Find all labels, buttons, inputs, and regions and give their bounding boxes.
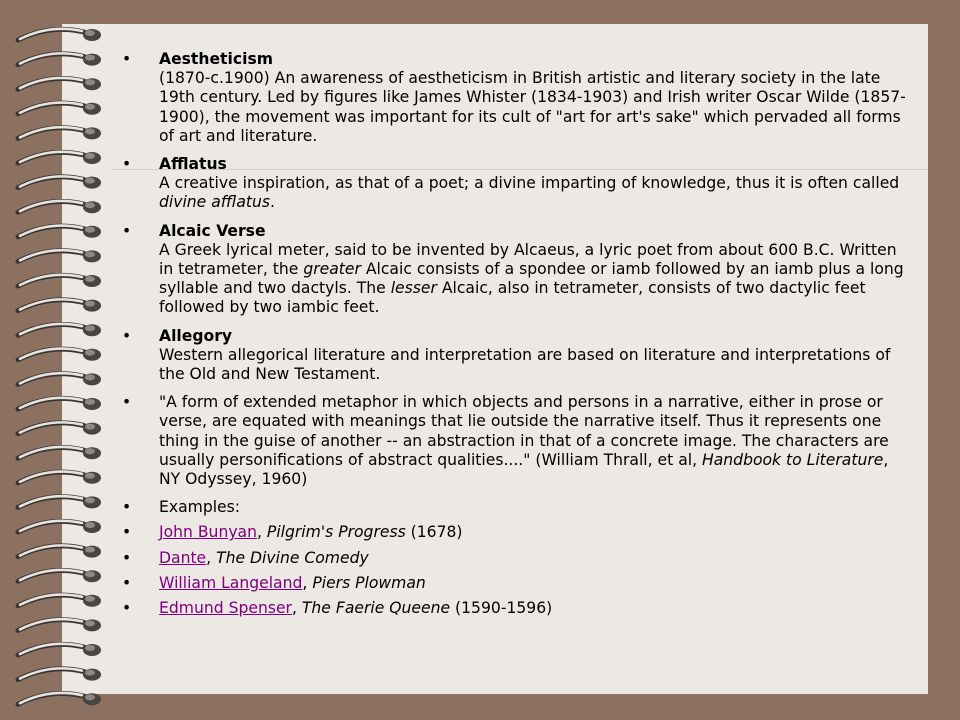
term-alcaic-verse: Alcaic Verse xyxy=(159,221,266,240)
example-item: • William Langeland, Piers Plowman xyxy=(122,573,426,592)
examples-label: Examples: xyxy=(159,498,241,517)
example-item: • John Bunyan, Pilgrim's Progress (1678) xyxy=(122,523,463,542)
definition-aestheticism: (1870-c.1900) An awareness of aestheticism in British artistic and literary society in the late 19th century. Led by figures like James Whister (1834-1903) and Irish writer Oscar Wilde (1857-1900), the movement was important for its cult of "art for art's sake" which pervaded all forms of art and literature. xyxy=(159,69,906,145)
bullet: • xyxy=(122,573,132,592)
definition-afflatus: A creative inspiration, as that of a poet; a divine imparting of knowledge, thus it is often called divine afflatus. xyxy=(159,174,900,212)
definition-alcaic-verse: A Greek lyrical meter, said to be invented by Alcaeus, a lyric poet from about 600 B.C. Written in tetrameter, the greater Alcaic consists of a spondee or iamb followed by an iamb plus a long syllable and two dactyls. The lesser Alcaic, also in tetrameter, consists of two dactylic feet followed by two iambic feet. xyxy=(159,240,904,317)
spiral-binding xyxy=(0,0,110,720)
entry-allegory xyxy=(112,327,912,385)
quote-text: "A form of extended metaphor in which objects and persons in a narrative, either in prose or verse, are equated with meanings that lie outside the narrative itself. Thus it represents one thing in the guise of another -- an abstraction in that of a concrete image. The characters are usually personifications of abstract qualities...." (William Thrall, et al, Handbook to Literature, NY Odyssey, 1960) xyxy=(159,393,889,489)
work-title: The Divine Comedy xyxy=(216,548,369,567)
example-item: • Dante, The Divine Comedy xyxy=(122,548,369,567)
bullet: • xyxy=(122,548,132,567)
bullet: • xyxy=(122,393,132,412)
work-title: Pilgrim's Progress xyxy=(266,523,406,542)
link-edmund-spenser[interactable]: Edmund Spenser xyxy=(159,599,292,618)
link-william-langeland[interactable]: William Langeland xyxy=(159,573,303,592)
link-john-bunyan[interactable]: John Bunyan xyxy=(159,523,257,542)
term-allegory: Allegory xyxy=(159,326,233,345)
term-aestheticism: Aestheticism xyxy=(159,50,273,68)
entry-afflatus xyxy=(112,155,912,213)
bullet: • xyxy=(122,523,132,542)
bullet: • xyxy=(122,599,132,618)
example-item: • Edmund Spenser, The Faerie Queene (1590-1596) xyxy=(122,599,553,618)
bullet: • xyxy=(122,498,132,517)
entry-alcaic-verse xyxy=(112,222,912,318)
entry-aestheticism xyxy=(112,50,912,146)
bullet: • xyxy=(122,221,132,240)
bullet: • xyxy=(122,50,132,68)
bullet: • xyxy=(122,326,132,345)
definition-allegory: Western allegorical literature and interpretation are based on literature and interpretations of the Old and New Testament. xyxy=(159,345,891,384)
term-afflatus: Afflatus xyxy=(159,155,227,174)
bullet: • xyxy=(122,155,132,174)
work-title: The Faerie Queene xyxy=(301,599,451,618)
examples-heading xyxy=(112,498,912,517)
link-dante[interactable]: Dante xyxy=(159,548,207,567)
allegory-quote xyxy=(112,393,912,489)
glossary-content xyxy=(112,50,912,624)
work-title: Piers Plowman xyxy=(312,573,426,592)
